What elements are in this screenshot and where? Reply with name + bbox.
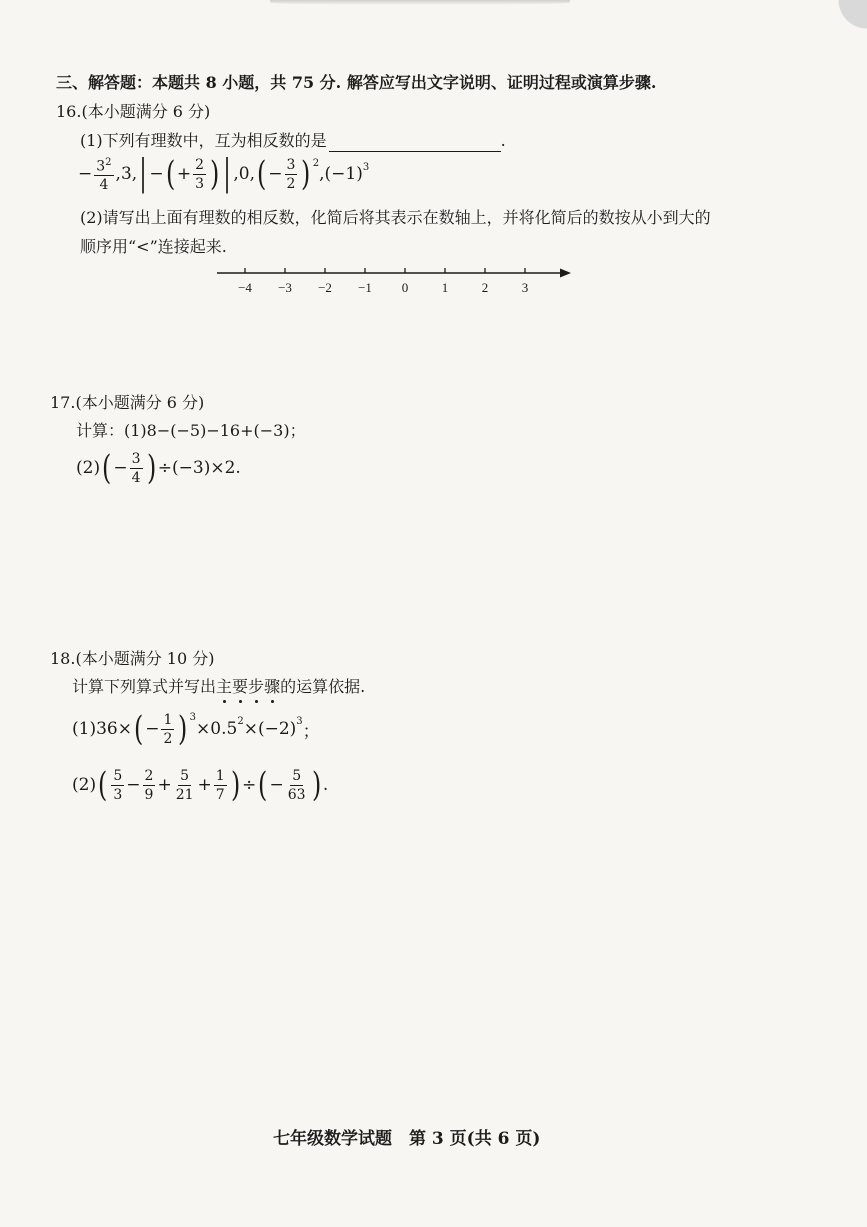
q16-part2-line2: 顺序用“<”连接起来. — [80, 237, 227, 256]
minus-sign: − — [145, 719, 160, 739]
fraction-3-over-4 — [130, 451, 143, 486]
separator: ,3, — [115, 164, 138, 184]
denominator: 7 — [215, 786, 225, 803]
expression-tail: ÷(−3)×2. — [157, 458, 241, 478]
answer-blank[interactable] — [329, 135, 501, 152]
page-corner — [833, 0, 867, 32]
numerator: 3 — [131, 450, 141, 467]
q16-points: (本小题满分 6 分) — [81, 102, 211, 121]
divide-sign: ÷ — [241, 775, 257, 795]
q18-part2 — [72, 760, 328, 810]
page-footer: 七年级数学试题 第 3 页(共 6 页) — [273, 1129, 541, 1149]
fraction-1-over-7 — [214, 768, 227, 803]
exponent: 2 — [105, 156, 112, 168]
denominator: 3 — [113, 786, 123, 803]
fraction-3-over-2 — [285, 157, 298, 192]
emphasis-char: 步 — [248, 677, 265, 696]
tick-label: −2 — [318, 280, 332, 295]
fraction-1-over-2 — [161, 712, 174, 747]
exponent: 2 — [237, 716, 244, 727]
arrow-right-icon — [560, 269, 571, 278]
minus-sign: − — [269, 775, 284, 795]
minus-sign: − — [268, 164, 283, 184]
fraction-5-over-63 — [286, 768, 308, 803]
q16-part1-text: (1)下列有理数中，互为相反数的是 — [80, 131, 327, 150]
instruction-text: 的运算依据. — [280, 677, 366, 696]
emphasis-char: 主 — [216, 677, 233, 696]
q17-number: 17. — [50, 393, 76, 412]
numerator: 2 — [144, 767, 154, 784]
fraction-2-over-9 — [143, 768, 156, 803]
paren-close: ) — [209, 154, 220, 194]
expression-mid: ×0.5 — [196, 719, 238, 739]
exponent: 3 — [362, 162, 370, 173]
tick-label: 3 — [521, 280, 529, 295]
denominator: 4 — [131, 469, 141, 486]
minus-sign: − — [126, 775, 141, 795]
abs-close: | — [223, 153, 231, 194]
q17-points: (本小题满分 6 分) — [75, 393, 205, 412]
expression-end: ×(−2) — [243, 719, 297, 739]
numerator: 5 — [113, 767, 123, 784]
q16-number-list — [78, 152, 369, 196]
plus-sign: + — [176, 164, 192, 184]
numerator: 1 — [215, 767, 225, 784]
q16-number: 16. — [56, 102, 82, 121]
tick-label: −3 — [278, 280, 292, 295]
part-label: (2) — [76, 458, 101, 478]
q16-part2-line1: (2)请写出上面有理数的相反数，化简后将其表示在数轴上，并将化简后的数按从小到大的 — [80, 208, 711, 227]
denominator: 9 — [144, 786, 154, 803]
q17-part2 — [76, 446, 241, 490]
neg-one-power: ,(−1) — [319, 164, 363, 184]
paren-open: ( — [165, 154, 175, 194]
abs-open: | — [139, 153, 147, 194]
section-header: 三、解答题：本题共 8 小题，共 75 分. 解答应写出文字说明、证明过程或演算步骤. — [56, 73, 657, 92]
paren-close: ) — [178, 709, 188, 749]
denominator: 3 — [195, 175, 204, 192]
denominator: 2 — [286, 175, 296, 192]
q17-part1: 计算：(1)8−(−5)−16+(−3)； — [76, 421, 306, 440]
numerator: 5 — [292, 767, 302, 784]
denominator: 4 — [99, 177, 109, 194]
period: . — [322, 775, 329, 795]
exponent: 2 — [312, 158, 320, 169]
q16-heading — [56, 101, 210, 123]
expression-head: (1)36× — [72, 719, 132, 739]
semicolon: ； — [302, 721, 320, 742]
fraction-5-over-21 — [174, 768, 196, 803]
numerator: 3 — [96, 158, 106, 175]
fraction-5-over-3 — [111, 768, 124, 803]
tick-label: −1 — [358, 280, 372, 295]
fraction-2-over-3 — [193, 157, 206, 192]
paren-close: ) — [301, 154, 311, 194]
exponent: 3 — [296, 716, 303, 727]
scan-shadow — [270, 0, 570, 5]
tick-label: 2 — [481, 280, 489, 295]
numerator: 5 — [180, 767, 190, 784]
paren-open: ( — [258, 765, 268, 805]
plus-sign: + — [197, 775, 212, 795]
q18-number: 18. — [50, 649, 76, 668]
paren-open: ( — [257, 154, 267, 194]
numerator: 3 — [286, 156, 296, 173]
instruction-text: 计算下列算式并写出 — [72, 677, 217, 696]
paren-close: ) — [230, 765, 240, 805]
exponent: 3 — [189, 712, 197, 723]
q16-part1 — [80, 130, 506, 152]
q18-part1 — [72, 706, 320, 752]
number-line-ticks — [238, 268, 528, 295]
tick-label: −4 — [238, 280, 252, 295]
denominator: 2 — [163, 730, 173, 747]
q18-instruction — [72, 676, 365, 698]
paren-close: ) — [146, 448, 156, 488]
minus-sign: − — [149, 164, 164, 184]
plus-sign: + — [157, 775, 172, 795]
fraction-3sq-over-4 — [94, 155, 113, 194]
tick-label: 0 — [401, 280, 409, 295]
minus-sign: − — [78, 164, 93, 184]
paren-close: ) — [311, 765, 321, 805]
number-line — [215, 262, 575, 298]
q18-heading — [50, 648, 214, 670]
tick-label: 1 — [441, 280, 449, 295]
part-label: (2) — [72, 775, 97, 795]
separator: ,0, — [233, 164, 256, 184]
emphasis-char: 要 — [232, 677, 249, 696]
paren-open: ( — [133, 709, 144, 749]
paren-open: ( — [98, 765, 108, 805]
denominator: 63 — [287, 786, 306, 803]
emphasis-char: 骤 — [264, 677, 281, 696]
paren-open: ( — [102, 448, 112, 488]
minus-sign: − — [113, 458, 128, 478]
numerator: 1 — [163, 711, 173, 728]
q18-points: (本小题满分 10 分) — [75, 649, 215, 668]
q17-heading — [50, 392, 204, 414]
denominator: 21 — [175, 786, 194, 803]
q16-part1-period: . — [500, 131, 506, 150]
numerator: 2 — [195, 156, 204, 173]
